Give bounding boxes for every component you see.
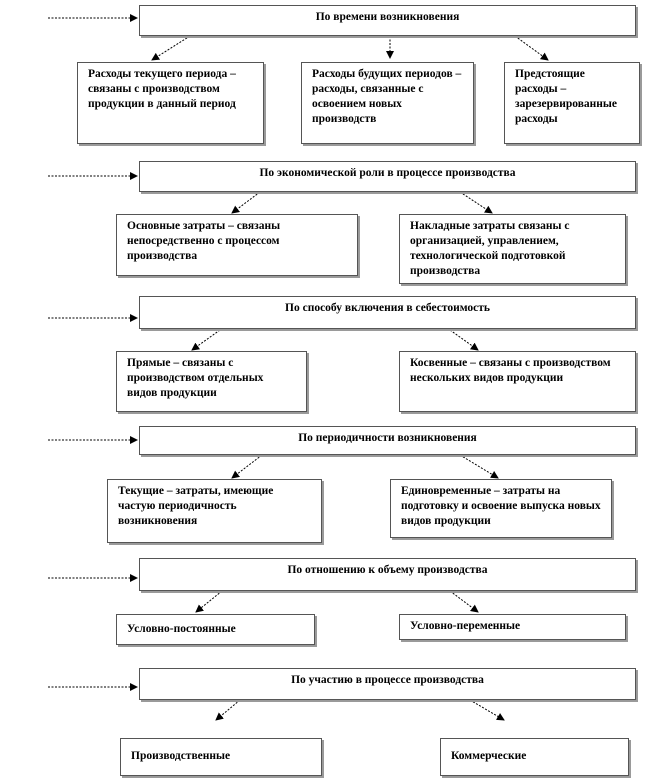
branch-arrow — [216, 700, 240, 720]
category-header-label: По экономической роли в процессе производства — [259, 167, 516, 179]
branch-arrow — [515, 36, 548, 60]
category-header-production-volume — [139, 558, 636, 591]
cost-type-box — [116, 214, 358, 276]
cost-type-box — [120, 738, 322, 776]
branch-arrow — [232, 455, 262, 478]
cost-type-text: Основные затраты – связаны непосредственно с процессом производства — [127, 220, 281, 262]
category-header-label: По времени возникновения — [315, 11, 460, 23]
cost-type-box — [399, 351, 636, 412]
cost-type-box — [77, 62, 264, 144]
category-header-time-of-occurrence — [139, 5, 636, 36]
branch-arrow — [460, 455, 498, 478]
branch-arrow — [152, 36, 190, 60]
cost-type-box — [504, 62, 640, 144]
cost-type-text: Расходы текущего периода – связаны с производством продукции в данный период — [88, 68, 236, 110]
cost-type-text: Текущие – затраты, имеющие частую периодичность возникновения — [118, 485, 274, 527]
cost-type-box — [440, 738, 629, 776]
cost-type-box — [301, 62, 474, 144]
cost-type-text: Косвенные – связаны с производством нескольких видов продукции — [410, 357, 611, 384]
cost-type-box — [116, 351, 307, 412]
branch-arrow — [192, 330, 220, 350]
cost-type-box — [399, 614, 626, 640]
cost-type-text: Расходы будущих периодов – расходы, связанные с освоением новых производств — [312, 68, 462, 125]
category-header-label: По участию в процессе производства — [291, 674, 484, 686]
branch-arrow — [450, 330, 478, 350]
cost-type-text: Коммерческие — [451, 750, 527, 762]
category-header-economic-role — [139, 161, 636, 192]
branch-arrow — [196, 591, 222, 612]
cost-type-text: Накладные затраты связаны с организацией, управлением, технологической подготовкой производства — [410, 220, 570, 277]
category-header-label: По отношению к объему производства — [287, 564, 488, 576]
cost-type-text: Условно-переменные — [410, 620, 521, 632]
cost-type-text: Условно-постоянные — [127, 623, 236, 635]
category-header-cost-inclusion — [139, 296, 636, 329]
branch-arrow — [470, 700, 504, 720]
cost-type-box — [399, 214, 626, 284]
category-header-production-participation — [139, 668, 636, 700]
cost-type-box — [116, 614, 315, 645]
branch-arrow — [232, 192, 260, 213]
category-header-label: По способу включения в себестоимость — [285, 302, 490, 314]
category-header-label: По периодичности возникновения — [298, 432, 477, 444]
branch-arrow — [450, 591, 478, 612]
category-header-periodicity — [139, 426, 636, 455]
cost-type-text: Производственные — [131, 750, 231, 762]
branch-arrow — [460, 192, 492, 213]
cost-type-text: Единовременные – затраты на подготовку и освоение выпуска новых видов продукции — [401, 485, 601, 527]
cost-type-box — [390, 479, 612, 538]
cost-type-box — [107, 479, 322, 543]
cost-type-text: Предстоящие расходы – зарезервированные расходы — [515, 68, 617, 125]
cost-type-text: Прямые – связаны с производством отдельных видов продукции — [127, 357, 264, 399]
